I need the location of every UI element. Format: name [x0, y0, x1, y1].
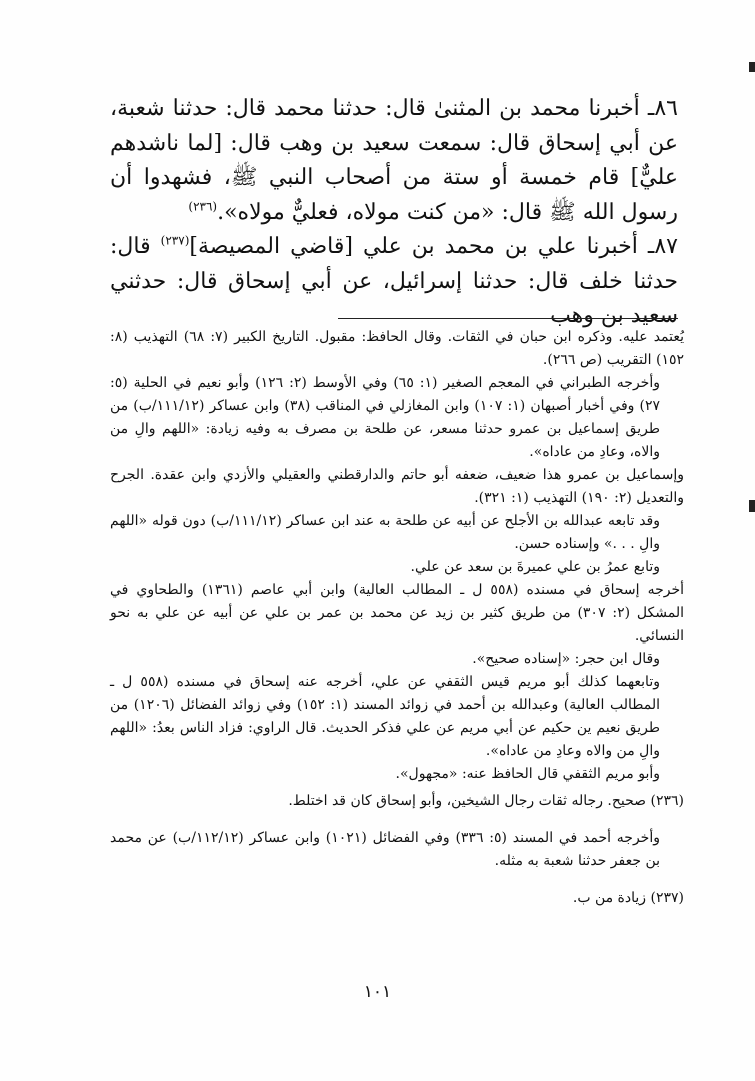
hadith-86-text: ٨٦ـ أخبرنا محمد بن المثنىٰ قال: حدثنا محمد قال: حدثنا شعبة، عن أبي إسحاق قال: سمعت سعيد بن وهب قال: [لما ناشدهم عليٌّ] قام خمسة أو ستة من أصحاب النبي ﷺ، فشهدوا أن رسول الله ﷺ قال: «من كنت مولاه، فعليٌّ مولاه».	[110, 96, 678, 225]
footnote-paragraph: وأخرجه الطبراني في المعجم الصغير (١: ٦٥) وفي الأوسط (٢: ١٢٦) وأبو نعيم في الحلية (٥: ٢٧) وفي أخبار أصبهان (١: ١٠٧) وابن المغازلي في المناقب (٣٨) وابن عساكر (١١١/١٢/ب) من طريق إسماعيل بن عمرو حدثنا مسعر، عن طلحة بن مصرف به وفيه زيادة: «اللهم والِ من والاه، وعادِ من عاداه».	[110, 375, 661, 460]
footnote-separator	[338, 318, 678, 319]
hadith-87-text-rest: قال: حدثنا خلف قال: حدثنا إسرائيل، عن أبي إسحاق قال: حدثني سعيد بن وهب	[110, 234, 678, 328]
footnotes	[110, 326, 684, 910]
edge-mark	[749, 62, 755, 72]
footnote-ref-236[interactable]: (٢٣٦)	[188, 199, 218, 214]
main-text	[110, 92, 678, 334]
footnote-paragraph: وقال ابن حجر: «إسناده صحيح».	[472, 651, 660, 667]
page-number: ١٠١	[363, 982, 392, 1002]
footnote-paragraph: يُعتمد عليه. وذكره ابن حبان في الثقات. وقال الحافظ: مقبول. التاريخ الكبير (٧: ٦٨) التهذيب (٨: ١٥٢) التقريب (ص ٢٦٦).	[110, 329, 685, 368]
footnote-236: (٢٣٦) صحيح. رجاله ثقات رجال الشيخين، وأبو إسحاق كان قد اختلط.	[288, 793, 684, 809]
footnote-237: (٢٣٧) زيادة من ب.	[572, 890, 684, 906]
footnote-paragraph: وأخرجه أحمد في المسند (٥: ٣٣٦) وفي الفضائل (١٠٢١) وابن عساكر (١١٢/١٢/ب) عن محمد بن جعفر حدثنا شعبة به مثله.	[110, 830, 660, 869]
hadith-87-text-start: ٨٧ـ أخبرنا علي بن محمد بن علي [قاضي المصيصة]	[189, 234, 678, 259]
footnote-paragraph: وإسماعيل بن عمرو هذا ضعيف، ضعفه أبو حاتم والدارقطني والعقيلي والأزدي وابن عقدة. الجرح والتعديل (٢: ١٩٠) التهذيب (١: ٣٢١).	[110, 467, 684, 506]
edge-mark	[749, 500, 755, 512]
footnote-ref-237[interactable]: (٢٣٧)	[160, 233, 190, 248]
footnote-paragraph: أخرجه إسحاق في مسنده (٥٥٨ ل ـ المطالب العالية) وابن أبي عاصم (١٣٦١) والطحاوي في المشكل (٢: ٣٠٧) من طريق كثير بن زيد عن محمد بن عمر بن علي عن أبيه عن علي به نحو النسائي.	[110, 582, 685, 644]
footnote-paragraph: وتابعهما كذلك أبو مريم قيس الثقفي عن علي، أخرجه عنه إسحاق في مسنده (٥٥٨ ل ـ المطالب العالية) وعبدالله بن أحمد في زوائد المسند (١: ١٥٢) وفي زوائد الفضائل (١٢٠٦) من طريق نعيم ين حكيم عن أبي مريم عن علي فذكر الحديث. قال الراوي: فزاد الناس بعدُ: «اللهم والِ من والاه وعادِ من عاداه».	[110, 674, 660, 759]
hadith-86	[110, 92, 678, 230]
footnote-paragraph: وتابع عمرُ بن علي عميرةَ بن سعد عن علي.	[410, 559, 660, 575]
footnote-paragraph: وأبو مريم الثقفي قال الحافظ عنه: «مجهول».	[395, 766, 660, 782]
footnote-paragraph: وقد تابعه عبدالله بن الأجلح عن أبيه عن طلحة به عند ابن عساكر (١١١/١٢/ب) دون قوله «اللهم والِ . . .» وإسناده حسن.	[110, 513, 660, 552]
